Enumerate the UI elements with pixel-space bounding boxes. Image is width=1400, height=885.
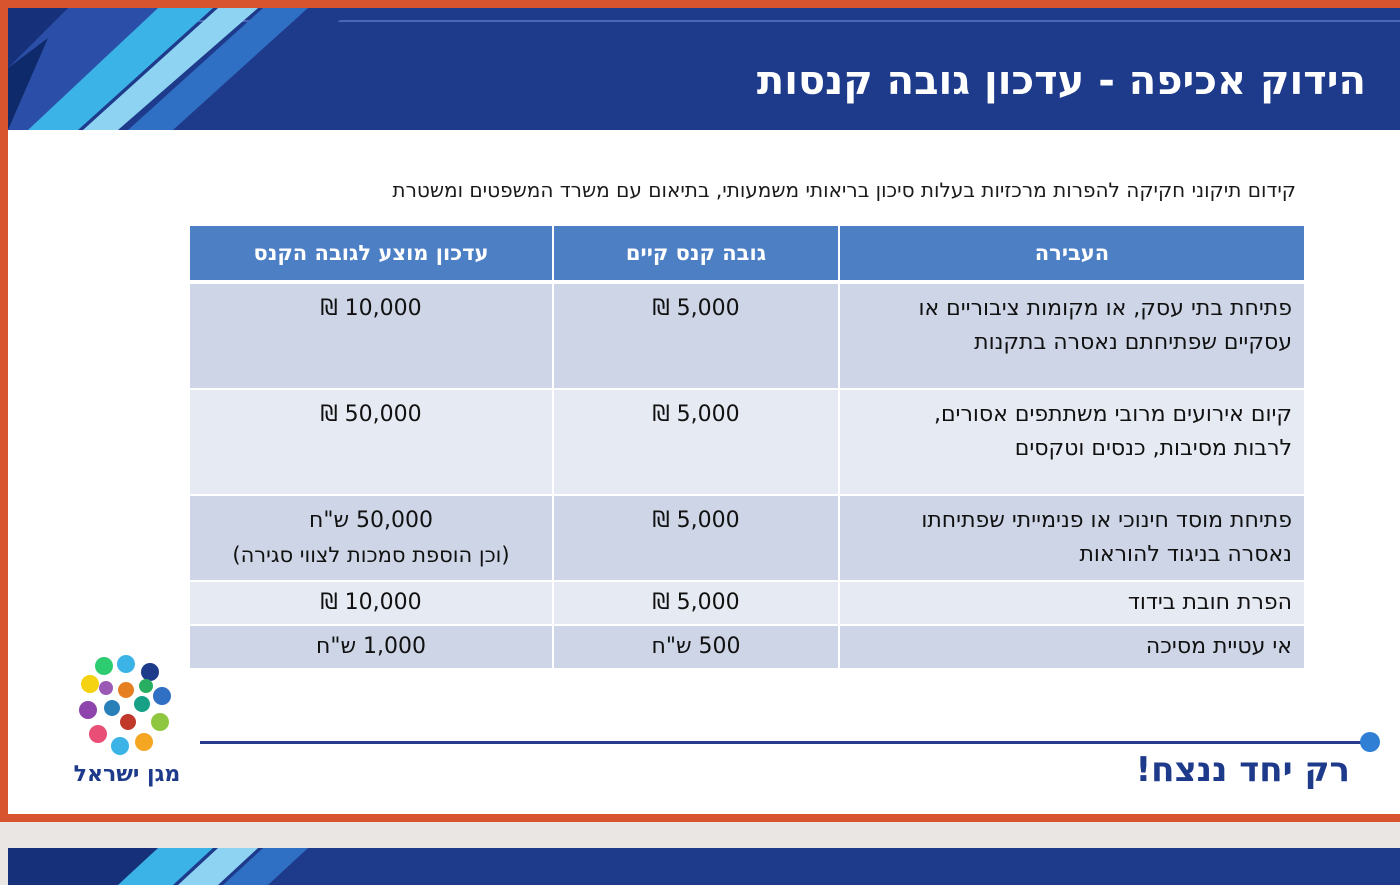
offense-line: פתיחת מוסד חינוכי או פנימייתי שפתיחתו xyxy=(921,508,1292,533)
current-fine-cell: 5,000 ₪ xyxy=(553,495,839,581)
proposed-fine-value: 1,000 ש"ח xyxy=(315,634,427,659)
proposed-fine-value: 10,000 ₪ xyxy=(320,590,422,615)
header-stripes-graphic xyxy=(8,8,428,130)
offense-line: פתיחת בתי עסק, או מקומות ציבוריים או xyxy=(918,296,1292,321)
offense-cell xyxy=(839,282,1305,389)
logo-text: מגן ישראל xyxy=(73,762,181,787)
proposed-fine-cell xyxy=(189,282,553,389)
slide-title: הידוק אכיפה - עדכון גובה קנסות xyxy=(756,58,1366,104)
hands-logo-icon xyxy=(76,650,176,760)
header-offense: העבירה xyxy=(839,226,1305,282)
offense-cell xyxy=(839,389,1305,495)
next-slide-preview xyxy=(8,848,1400,885)
offense-cell xyxy=(839,625,1305,669)
slide xyxy=(8,8,1400,814)
offense-cell xyxy=(839,581,1305,625)
header-current-fine: גובה קנס קיים xyxy=(553,226,839,282)
proposed-fine-cell xyxy=(189,389,553,495)
current-fine-cell: 500 ש"ח xyxy=(553,625,839,669)
offense-line: קיום אירועים מרובי משתתפים אסורים, xyxy=(933,402,1292,427)
table-row xyxy=(189,625,1305,669)
proposed-fine-value: 10,000 ₪ xyxy=(320,296,422,321)
table-row xyxy=(189,581,1305,625)
header-band xyxy=(8,8,1400,130)
footer-divider xyxy=(200,741,1366,744)
intro-text: קידום תיקוני חקיקה להפרות מרכזיות בעלות סיכון בריאותי משמעותי, בתיאום עם משרד המשפטים ומשטרת xyxy=(392,178,1296,202)
proposed-fine-value: 50,000 ₪ xyxy=(320,402,422,427)
footer-dot xyxy=(1360,732,1380,752)
table-row xyxy=(189,389,1305,495)
offense-line: עסקיים שפתיחתם נאסרה בתקנות xyxy=(974,330,1292,355)
offense-cell xyxy=(839,495,1305,581)
fines-table xyxy=(188,226,1306,670)
current-fine-cell: 5,000 ₪ xyxy=(553,581,839,625)
table-row xyxy=(189,282,1305,389)
proposed-fine-note: (וכן הוספת סמכות לצווי סגירה) xyxy=(232,543,510,567)
offense-line: נאסרה בניגוד להוראות xyxy=(1079,542,1292,567)
offense-line: הפרת חובת בידוד xyxy=(1127,590,1292,615)
footer-slogan: רק יחד ננצח! xyxy=(1135,750,1350,790)
offense-line: אי עטיית מסיכה xyxy=(1145,634,1292,659)
proposed-fine-value: 50,000 ש"ח xyxy=(308,508,434,533)
table-header-row xyxy=(189,226,1305,282)
proposed-fine-cell xyxy=(189,581,553,625)
header-proposed-fine: עדכון מוצע לגובה הקנס xyxy=(189,226,553,282)
magen-israel-logo xyxy=(62,650,192,800)
next-slide-stripes-graphic xyxy=(8,848,428,885)
current-fine-cell: 5,000 ₪ xyxy=(553,389,839,495)
offense-line: לרבות מסיבות, כנסים וטקסים xyxy=(1014,436,1292,461)
proposed-fine-cell xyxy=(189,495,553,581)
current-fine-cell: 5,000 ₪ xyxy=(553,282,839,389)
proposed-fine-cell xyxy=(189,625,553,669)
table-row xyxy=(189,495,1305,581)
